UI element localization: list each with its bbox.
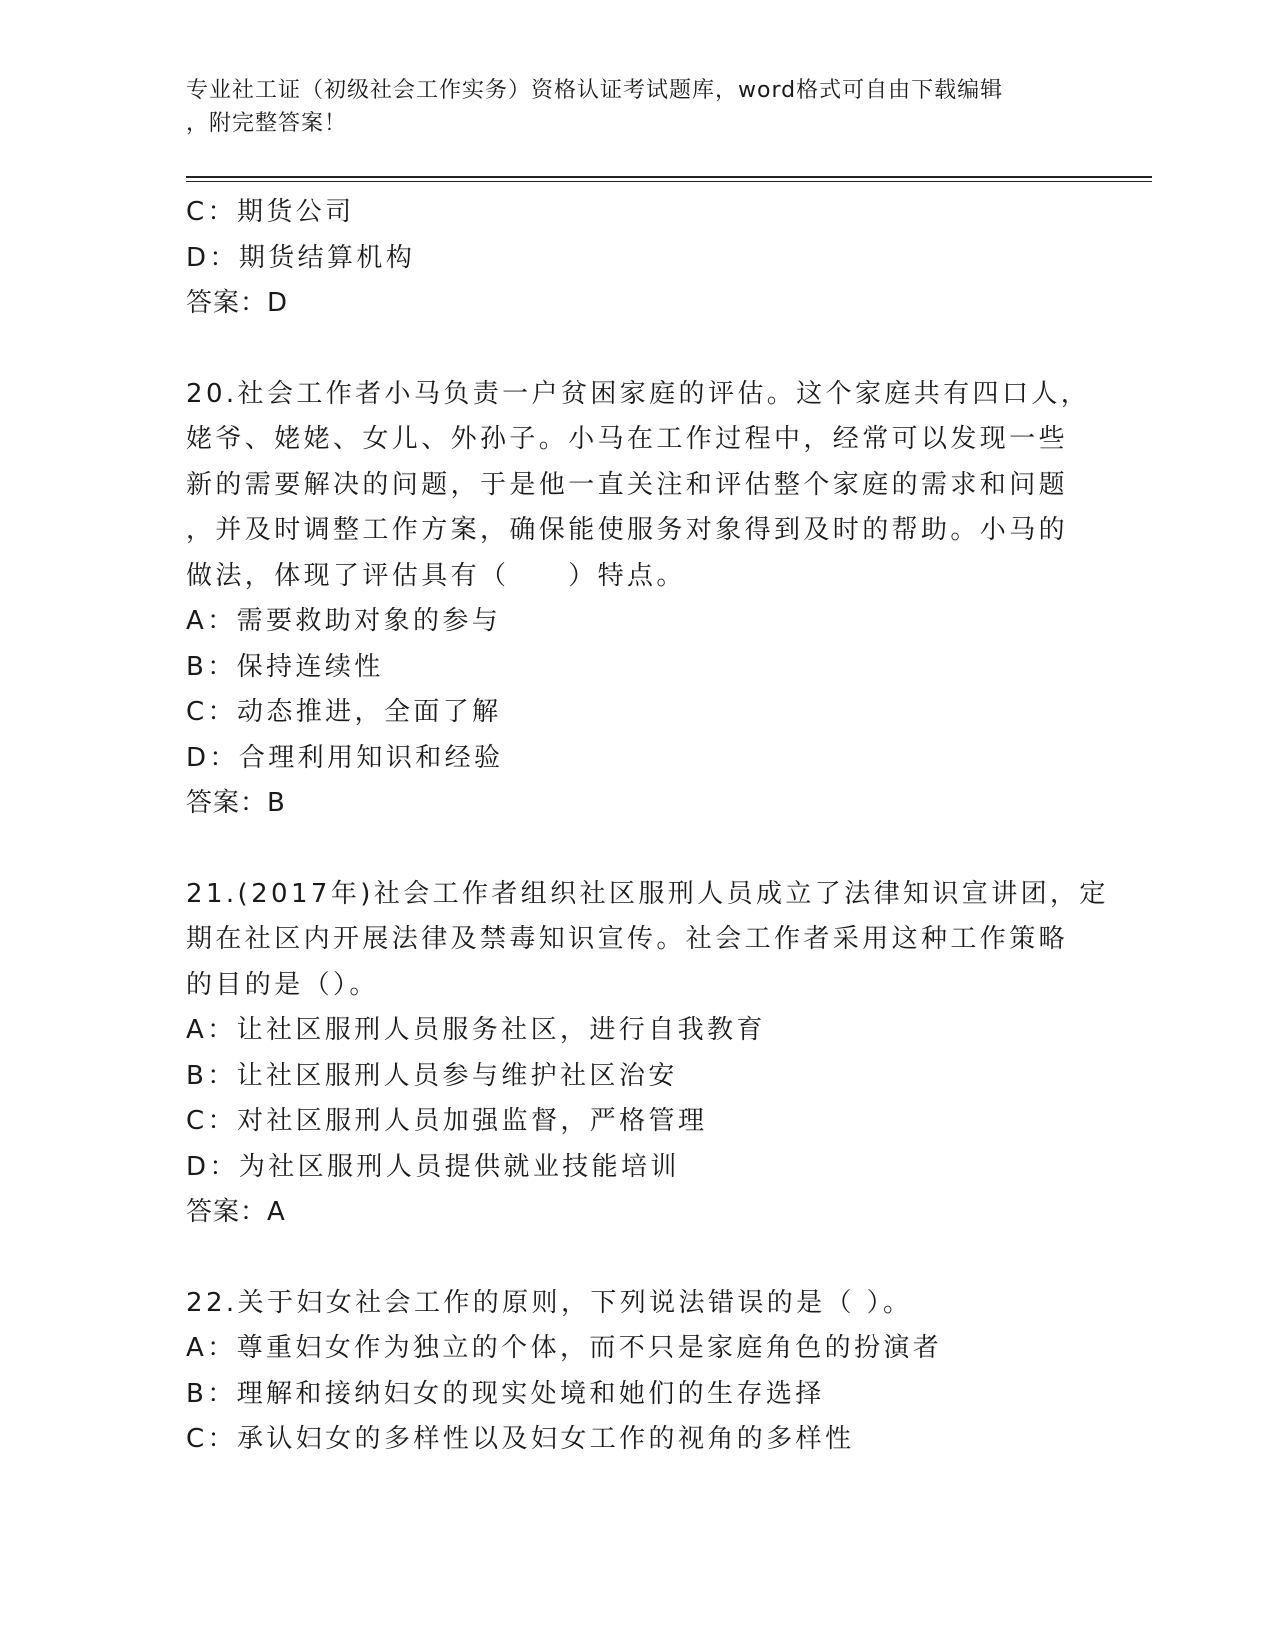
option-c: C：承认妇女的多样性以及妇女工作的视角的多样性 xyxy=(186,1424,855,1454)
option-d: D：期货结算机构 xyxy=(186,242,416,273)
option-c: C：动态推进，全面了解 xyxy=(186,697,502,727)
question-line: 新的需要解决的问题，于是他一直关注和评估整个家庭的需求和问题 xyxy=(186,469,1069,500)
header-line-1: 专业社工证（初级社会工作实务）资格认证考试题库，word格式可自由下载编辑 xyxy=(186,78,1004,103)
spacer xyxy=(186,827,1086,872)
question-line: 做法，体现了评估具有（ ）特点。 xyxy=(186,560,686,591)
question-text xyxy=(186,872,1109,1009)
question-line: 的目的是（）。 xyxy=(186,969,379,1000)
question-19-continued xyxy=(186,190,1086,327)
question-text xyxy=(186,1281,1086,1327)
header-divider-top xyxy=(186,176,1152,178)
question-line: 21.(2017年)社会工作者组织社区服刑人员成立了法律知识宣讲团，定 xyxy=(186,878,1109,909)
option-d: D：合理利用知识和经验 xyxy=(186,742,504,773)
question-22 xyxy=(186,1281,1086,1463)
header-divider-bottom xyxy=(186,181,1152,182)
option-d: D：为社区服刑人员提供就业技能培训 xyxy=(186,1151,680,1182)
option-b: B：理解和接纳妇女的现实处境和她们的生存选择 xyxy=(186,1378,825,1409)
spacer xyxy=(186,1236,1086,1281)
answer-line: 答案：A xyxy=(186,1197,286,1227)
option-b: B：保持连续性 xyxy=(186,651,384,682)
question-21 xyxy=(186,872,1109,1236)
option-a: A：让社区服刑人员服务社区，进行自我教育 xyxy=(186,1015,766,1045)
question-20 xyxy=(186,372,1091,827)
question-line: ，并及时调整工作方案，确保能使服务对象得到及时的帮助。小马的 xyxy=(186,515,1069,545)
document-body xyxy=(186,190,1109,1463)
answer-line: 答案：D xyxy=(186,288,289,318)
question-line: 20.社会工作者小马负责一户贫困家庭的评估。这个家庭共有四口人， xyxy=(186,378,1091,409)
option-c: C：对社区服刑人员加强监督，严格管理 xyxy=(186,1106,708,1136)
question-text xyxy=(186,372,1091,600)
question-line: 22.关于妇女社会工作的原则，下列说法错误的是（ ）。 xyxy=(186,1287,913,1318)
option-c: C：期货公司 xyxy=(186,197,355,227)
question-line: 期在社区内开展法律及禁毒知识宣传。社会工作者采用这种工作策略 xyxy=(186,924,1069,954)
document-header xyxy=(186,74,1066,140)
option-a: A：尊重妇女作为独立的个体，而不只是家庭角色的扮演者 xyxy=(186,1333,943,1363)
option-a: A：需要救助对象的参与 xyxy=(186,606,502,636)
spacer xyxy=(186,327,1086,372)
option-b: B：让社区服刑人员参与维护社区治安 xyxy=(186,1060,678,1091)
answer-line: 答案：B xyxy=(186,788,286,818)
question-line: 姥爷、姥姥、女儿、外孙子。小马在工作过程中，经常可以发现一些 xyxy=(186,424,1069,454)
header-line-2: ，附完整答案！ xyxy=(186,111,348,136)
